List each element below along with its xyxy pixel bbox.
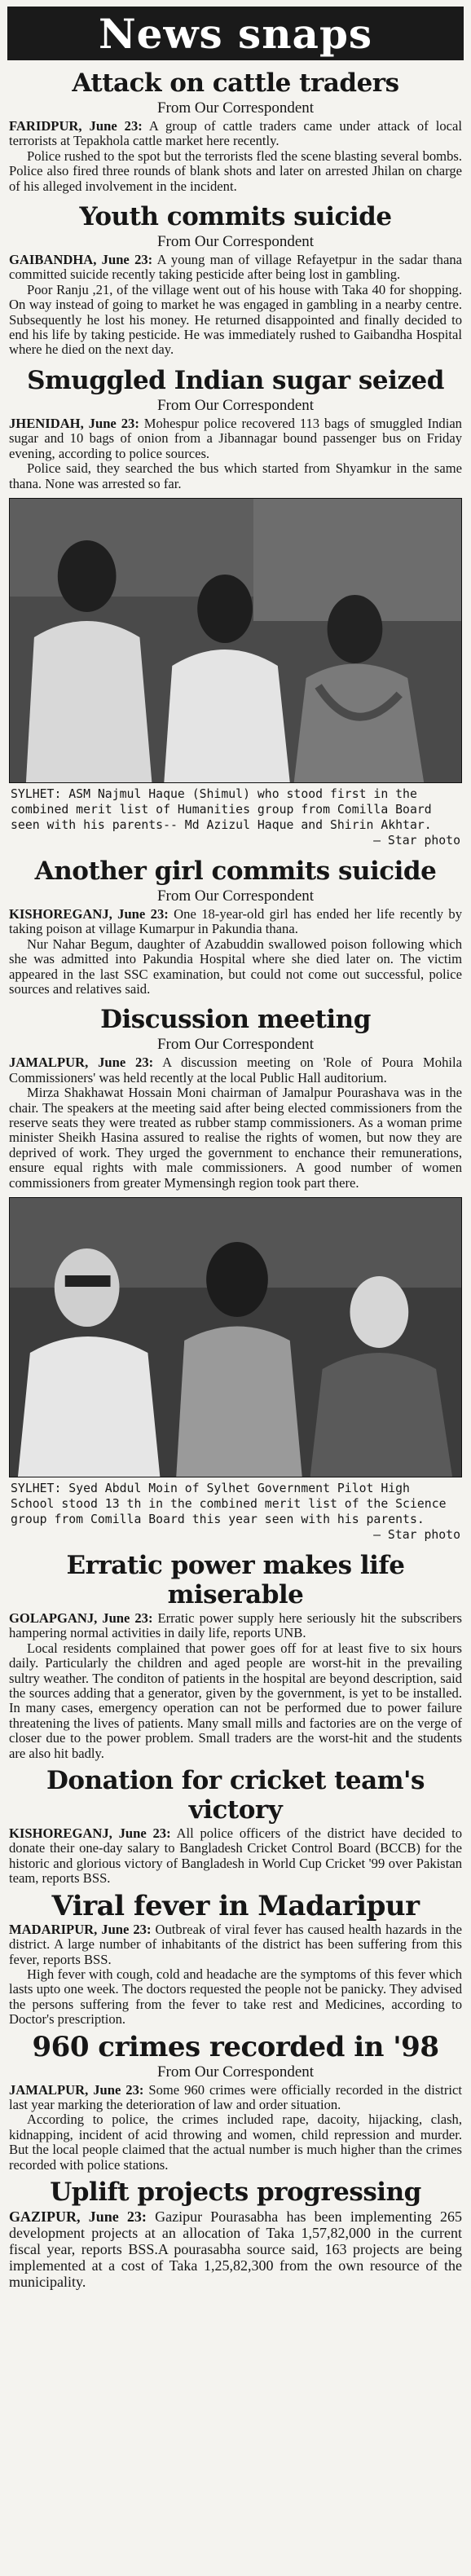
headline: Donation for cricket team's victory [46, 1766, 425, 1825]
paragraph: Police rushed to the spot but the terrorists fled the scene blasting several bombs. Police also fired three rounds of blank shots and later on arrested Jhilan on charge of his alleged involvement in the incident. [9, 148, 462, 194]
dateline: GOLAPGANJ, June 23: [9, 1610, 153, 1626]
byline: From Our Correspondent [156, 2063, 315, 2081]
story-crimes [4, 2032, 467, 2173]
story-fever [4, 1891, 467, 2028]
photo-caption [4, 786, 467, 848]
story-sugar [4, 366, 467, 491]
paragraph [9, 907, 462, 937]
byline: From Our Correspondent [156, 99, 315, 117]
paragraph-text: One 18-year-old girl has ended her life recently by taking poison at village Kumarpur in Pakundia thana. [9, 905, 463, 937]
dateline: KISHOREGANJ, June 23: [9, 1825, 171, 1842]
photo-image [10, 1198, 461, 1477]
byline: From Our Correspondent [156, 396, 315, 414]
dateline: KISHOREGANJ, June 23: [9, 905, 169, 922]
news-photo-family [9, 498, 462, 783]
story-uplift [4, 2177, 467, 2290]
headline: 960 crimes recorded in '98 [32, 2030, 439, 2063]
paragraph: Poor Ranju ,21, of the village went out of his house with Taka 40 for shopping. On way instead of going to market he was engaged in gambling in a nearby centre. Subsequently he lost his money. He returned disappointed and finally decided to end his life by taking pesticide. He was immediately rushed to Gaibandha Hospital where he died on the next day. [9, 281, 462, 358]
story-meeting [4, 1005, 467, 1191]
photo-caption [4, 1481, 467, 1543]
paragraph-text: Erratic power supply here seriously hit the subscribers hampering normal activities in daily life, reports UNB. [9, 1610, 462, 1641]
paragraph-text: A young man of village Refayetpur in the sadar thana committed suicide recently taking pesticide after being lost in gambling. [9, 252, 463, 283]
story-girl [4, 856, 467, 997]
paragraph [9, 253, 462, 283]
paragraph [9, 1611, 462, 1641]
byline: From Our Correspondent [156, 233, 315, 251]
paragraph-text: Mohespur police recovered 113 bags of smuggled Indian sugar and 10 bags of onion from a Jibannagar bound passenger bus on Friday evening, according to police sources. [9, 415, 462, 461]
byline: From Our Correspondent [156, 1036, 315, 1054]
paragraph-text: A discussion meeting on 'Role of Poura Mohila Commissioners' was held recently at the local Public Hall auditorium. [9, 1055, 462, 1085]
headline: Attack on cattle traders [72, 68, 399, 98]
story-cricket [4, 1766, 467, 1887]
paragraph [9, 416, 462, 461]
news-photo-student [9, 1197, 462, 1477]
dateline: JAMALPUR, June 23: [9, 2081, 144, 2098]
paragraph-text: Some 960 crimes were officially recorded in the district last year marking the deterioration of law and order situation. [9, 2081, 463, 2112]
photo-credit: — Star photo [373, 833, 460, 848]
paragraph: High fever with cough, cold and headache are the symptoms of this fever which lasts upto one week. The doctors requested the people not be panicky. They advised the persons suffering from the fever to take rest and Medicines, according to Doctor's prescription. [9, 1966, 462, 2028]
paragraph [9, 1826, 462, 1887]
headline: Erratic power makes life miserable [66, 1551, 405, 1609]
photo-image [10, 499, 461, 782]
paragraph [9, 2083, 462, 2113]
paragraph: Police said, they searched the bus which started from Shyamkur in the same thana. None was arrested so far. [9, 460, 462, 491]
paragraph: Local residents complained that power goes off for at least five to six hours daily. Particularly the children and aged people are worst-hit in the prevailing sultry weather. The conditon of patients in the hospital are beyond description, said the sources adding that a generator, given by the government, is yet to be installed. In many cases, emergency operation can not be performed due to power failure threatening the lives of patients. Many small mills and factories are on the verge of closer due to the power problem. Small traders are the worst-hit and the students are also hit badly. [9, 1640, 462, 1761]
dateline: JHENIDAH, June 23: [9, 415, 139, 431]
story-cattle [4, 68, 467, 194]
paragraph-text: A group of cattle traders came under attack of local terrorists at Tepakhola cattle market here recently. [9, 118, 462, 149]
paragraph [9, 1055, 462, 1085]
dateline: GAIBANDHA, June 23: [9, 252, 153, 268]
caption-text: SYLHET: Syed Abdul Moin of Sylhet Government Pilot High School stood 13 th in the combined merit list of the Science group from Comilla Board this year seen with his parents. [11, 1482, 447, 1526]
headline: Discussion meeting [100, 1005, 371, 1035]
dateline: FARIDPUR, June 23: [9, 118, 143, 134]
dateline: GAZIPUR, June 23: [9, 2208, 147, 2225]
paragraph: According to police, the crimes included rape, dacoity, hijacking, clash, kidnapping, incident of acid throwing and women, child repression and murder. But the local people claimed that the actual number is much higher than the crimes recorded with police stations. [9, 2111, 462, 2173]
dateline: JAMALPUR, June 23: [9, 1055, 154, 1071]
byline: From Our Correspondent [156, 887, 315, 905]
paragraph [9, 119, 462, 149]
paragraph: Mirza Shakhawat Hossain Moni chairman of Jamalpur Pourashava was in the chair. The speakers at the meeting said after being elected commissioners from the reserve seats they were treated as rubber stamp commissioners. As a woman prime minister Sheikh Hasina assured to realise the rights of women, but now they are deprived of work. They urged the government to enchance their remunerations, ensure equal rights with male commissioners. A good number of women commissioners from greater Mymensingh region took part there. [9, 1085, 462, 1191]
headline: Uplift projects progressing [50, 2177, 421, 2207]
headline: Smuggled Indian sugar seized [27, 365, 444, 395]
story-youth [4, 202, 467, 358]
headline: Youth commits suicide [79, 202, 392, 232]
headline: Viral fever in Madaripur [51, 1889, 420, 1922]
masthead: News snaps [7, 7, 464, 60]
headline: Another girl commits suicide [34, 856, 437, 886]
paragraph-text: All police officers of the district have decided to donate their one-day salary to Bangladesh Cricket Control Board (BCCB) for the historic and glorious victory of Bangladesh in World Cup Cricket '99 over Pakistan team, reports BSS. [9, 1825, 462, 1887]
paragraph-text: Outbreak of viral fever has caused health hazards in the district. A large number of inhabitants of the district has been suffering from this fever, reports BSS. [9, 1921, 462, 1967]
paragraph [9, 1922, 462, 1967]
dateline: MADARIPUR, June 23: [9, 1921, 152, 1937]
paragraph: Nur Nahar Begum, daughter of Azabuddin swallowed poison following which she was admitted into Pakundia Hospital where she died later on. The victim appeared in the last SSC examination, but could not come out successful, police sources and relatives said. [9, 936, 462, 997]
story-power [4, 1551, 467, 1761]
paragraph-text: Gazipur Pourasabha has been implementing 265 development projects at an allocation of Taka 1,57,82,000 in the current fiscal year, reports BSS.A pourasabha source said, 163 projects are being implemented at a cost of Taka 1,25,82,300 from the own resource of the municipality. [9, 2208, 462, 2290]
caption-text: SYLHET: ASM Najmul Haque (Shimul) who stood first in the combined merit list of Humanities group from Comilla Board seen with his parents-- Md Azizul Haque and Shirin Akhtar. [11, 786, 432, 832]
photo-credit: — Star photo [373, 1528, 460, 1542]
newspaper-page [4, 0, 467, 2290]
paragraph [9, 2208, 462, 2290]
